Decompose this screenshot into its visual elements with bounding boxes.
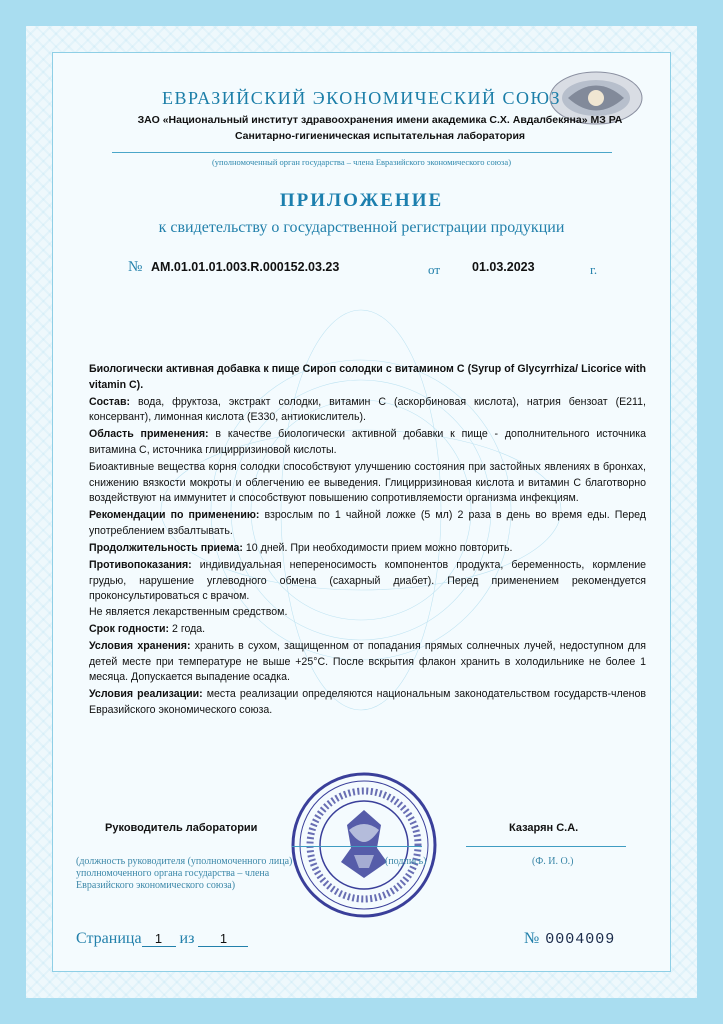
signature-line [292,846,422,847]
serial-number [524,930,615,948]
shelf-life-paragraph: Срок годности: 2 года. [89,623,206,635]
scope-paragraph: Область применения: в качестве биологически активной добавки к пище - дополнительного источника витамина С, источника глицирризиновой кислоты. [89,428,646,456]
sale-paragraph: Условия реализации: места реализации определяются национальным законодательством государств-членов Евразийского экономического союза. [89,688,646,716]
composition-paragraph: Состав: вода, фруктоза, экстракт солодки, витамин С (аскорбиновая кислота), натрия бензоат (E211, консервант), лимонная кислота (E330, антиокислитель). [89,395,646,424]
info-paragraph: Биоактивные вещества корня солодки способствуют улучшению состояния при застойных явлениях в бронхах, снижению вязкости мокроты и облегчению ее выведения. Глицирризиновая кислота и витамин С благотворно воздействуют на иммунитет и способствуют повышению сопротивляемости организма инфекциям. [89,461,646,505]
total-pages: 1 [198,931,248,947]
union-header: ЕВРАЗИЙСКИЙ ЭКОНОМИЧЕСКИЙ СОЮЗ [162,88,561,108]
role-description: (должность руководителя (уполномоченного лица) уполномоченного органа государства – члена Евразийского экономического союза) [76,856,293,891]
official-seal-icon [289,770,439,920]
document-body [89,362,646,720]
number-sign: № [128,259,143,275]
product-name: Биологически активная добавка к пище Сироп солодки с витамином С (Syrup of Glycyrrhiza/ Licorice with vitamin C). [89,363,646,391]
registration-number: AM.01.01.01.003.R.000152.03.23 [151,260,340,274]
header-divider [112,152,612,153]
signatory-role: Руководитель лаборатории [105,822,258,834]
duration-paragraph: Продолжительность приема: 10 дней. При необходимости прием можно повторить. [89,542,513,555]
document-title: ПРИЛОЖЕНИЕ [279,190,444,211]
of-label: из [179,930,195,947]
pagination [76,930,248,948]
registration-date: 01.03.2023 [472,260,535,274]
fio-caption: (Ф. И. О.) [532,856,574,867]
serial-sign: № [524,930,540,947]
page-label: Страница [76,930,142,947]
institute-header [100,112,660,144]
storage-paragraph: Условия хранения: хранить в сухом, защищенном от попадания прямых солнечных лучей, недоступном для детей месте при температуре не выше +25°С. После вскрытия флакон хранить в холодильнике не более 1 месяца. Допускается выпадение осадка. [89,640,646,684]
from-label: от [428,262,441,277]
signatory-name: Казарян С.А. [509,822,579,834]
usage-paragraph: Рекомендации по применению: взрослым по 1 чайной ложке (5 мл) 2 раза в день во время еды. Перед употреблением взбалтывать. [89,509,646,537]
year-suffix: г. [590,262,598,277]
name-line [466,846,626,847]
signature-caption: (подпись) [385,856,427,867]
lab-name: Санитарно-гигиеническая испытательная лаборатория [234,130,526,142]
institute-name: ЗАО «Национальный институт здравоохранения имени академика С.Х. Авдалбекяна» МЗ РА [137,114,623,126]
contraindications-paragraph: Противопоказания: индивидуальная непереносимость компонентов продукта, беременность, кормление грудью, нарушение углеводного обмена (сахарный диабет). Перед применением рекомендуется проконсультироваться с врачом. Не является лекарственным средством. [89,559,647,618]
authority-caption: (уполномоченный орган государства – члена Евразийского экономического союза) [211,157,512,167]
document-subtitle: к свидетельству о государственной регистрации продукции [158,219,565,236]
page-number: 1 [142,931,176,947]
serial-value: 0004009 [545,931,616,948]
